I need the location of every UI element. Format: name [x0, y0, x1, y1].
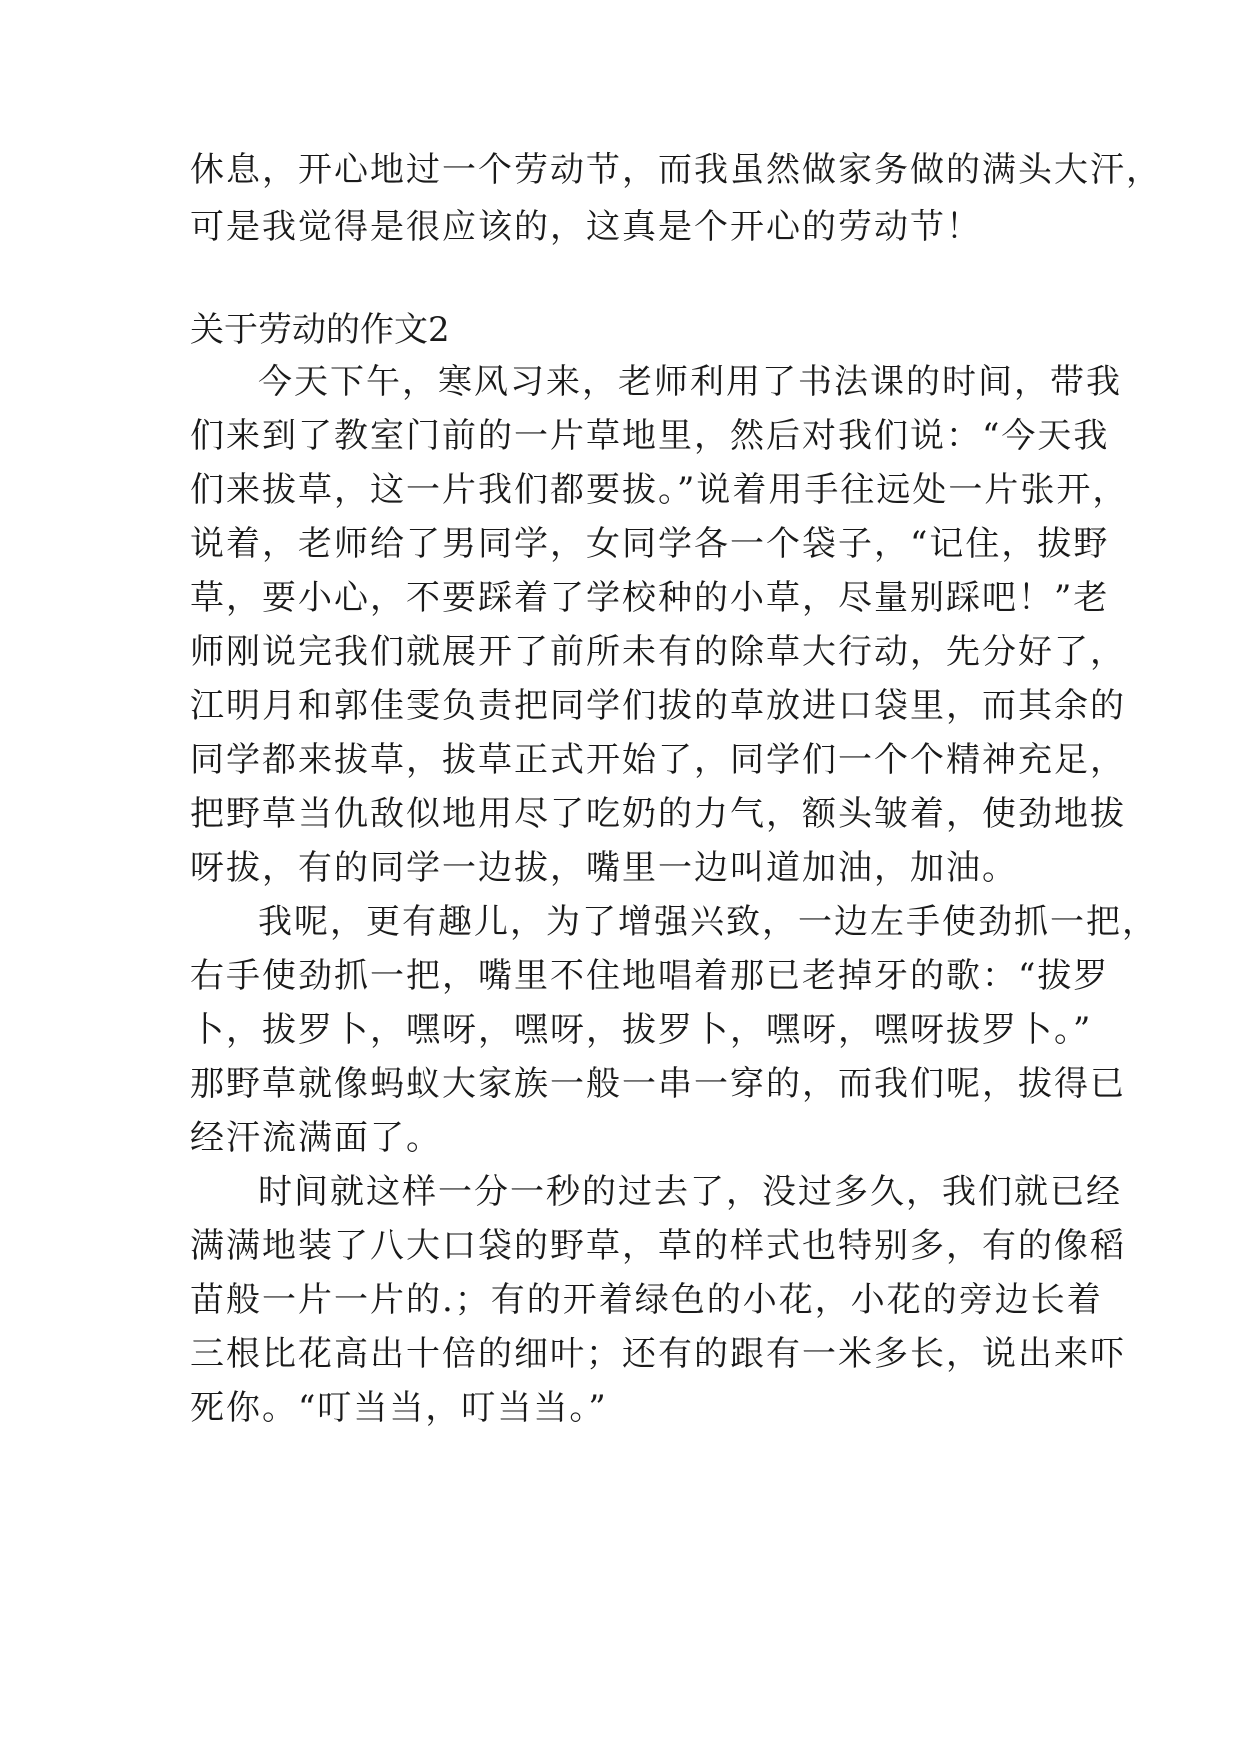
- text-line: 草，要小心，不要踩着了学校种的小草，尽量别踩吧！”老: [190, 578, 1110, 618]
- text-line: 卜，拔罗卜，嘿呀，嘿呀，拔罗卜，嘿呀，嘿呀拔罗卜。”: [190, 1010, 1093, 1050]
- text-line: 呀拔，有的同学一边拔，嘴里一边叫道加油，加油。: [190, 848, 1018, 888]
- text-line: 右手使劲抓一把，嘴里不住地唱着那已老掉牙的歌：“拔罗: [190, 956, 1110, 996]
- text-line: 三根比花高出十倍的细叶；还有的跟有一米多长，说出来吓: [190, 1334, 1126, 1374]
- text-line: 苗般一片一片的.；有的开着绿色的小花，小花的旁边长着: [190, 1280, 1103, 1320]
- text-line: 江明月和郭佳雯负责把同学们拔的草放进口袋里，而其余的: [190, 686, 1126, 726]
- section-title: 关于劳动的作文2: [190, 310, 450, 350]
- text-line: 休息，开心地过一个劳动节，而我虽然做家务做的满头大汗，: [190, 150, 1162, 190]
- text-line: 们来到了教室门前的一片草地里，然后对我们说：“今天我: [190, 416, 1110, 456]
- text-line: 那野草就像蚂蚁大家族一般一串一穿的，而我们呢，拔得已: [190, 1064, 1126, 1104]
- paragraph-first-line: 时间就这样一分一秒的过去了，没过多久，我们就已经: [258, 1172, 1122, 1212]
- text-line: 师刚说完我们就展开了前所未有的除草大行动，先分好了，: [190, 632, 1126, 672]
- text-line: 死你。“叮当当，叮当当。”: [190, 1388, 608, 1428]
- text-line: 满满地装了八大口袋的野草，草的样式也特别多，有的像稻: [190, 1226, 1126, 1266]
- text-line: 说着，老师给了男同学，女同学各一个袋子，“记住，拔野: [190, 524, 1110, 564]
- text-line: 同学都来拔草，拔草正式开始了，同学们一个个精神充足，: [190, 740, 1126, 780]
- text-line: 把野草当仇敌似地用尽了吃奶的力气，额头皱着，使劲地拔: [190, 794, 1126, 834]
- text-line: 们来拔草，这一片我们都要拔。”说着用手往远处一片张开，: [190, 470, 1129, 510]
- text-line: 可是我觉得是很应该的，这真是个开心的劳动节！: [190, 207, 982, 247]
- paragraph-first-line: 我呢，更有趣儿，为了增强兴致，一边左手使劲抓一把，: [258, 902, 1158, 942]
- text-line: 经汗流满面了。: [190, 1118, 442, 1158]
- paragraph-first-line: 今天下午，寒风习来，老师利用了书法课的时间，带我: [258, 362, 1122, 402]
